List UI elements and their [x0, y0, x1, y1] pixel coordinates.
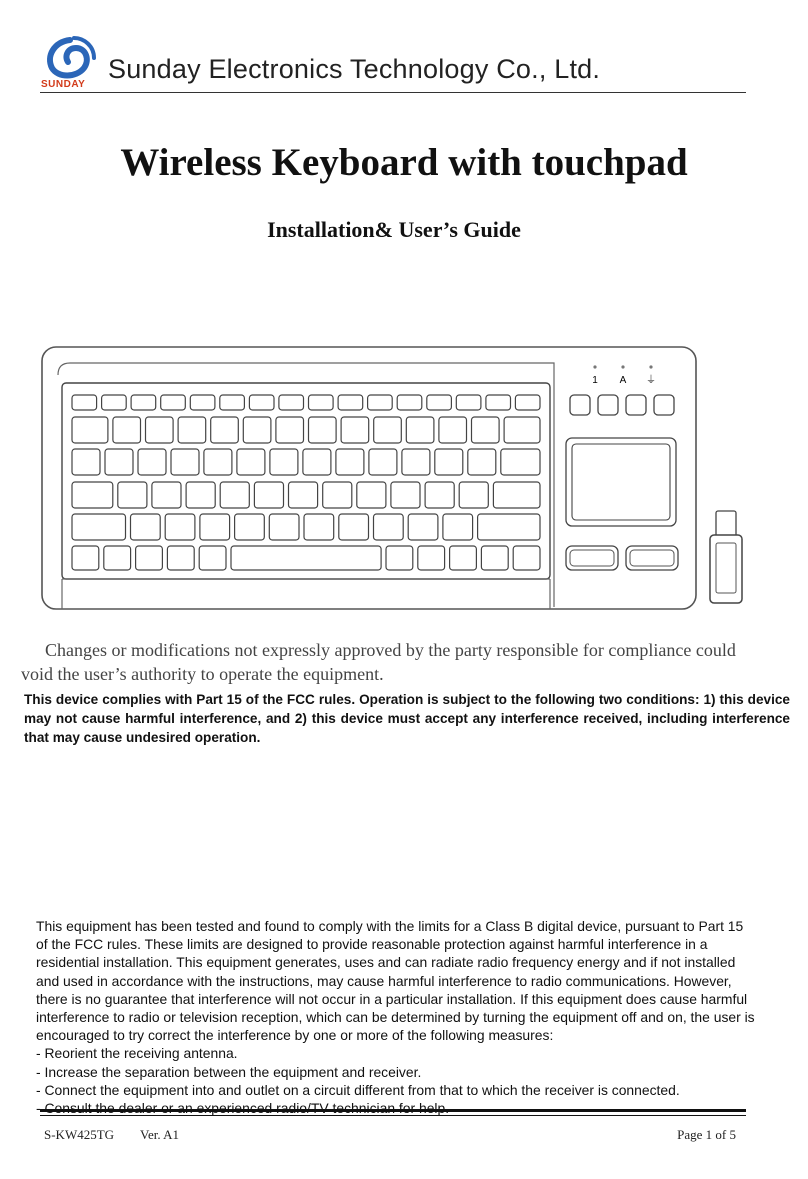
keyboard-key — [501, 449, 540, 475]
keyboard-key — [513, 546, 540, 570]
keyboard-key — [136, 546, 163, 570]
header-divider — [40, 92, 746, 93]
statement-line: - Reorient the receiving antenna. — [36, 1045, 238, 1062]
keyboard-key — [249, 395, 274, 410]
keyboard-key — [72, 514, 126, 540]
keyboard-key — [231, 546, 381, 570]
keyboard-key — [269, 514, 299, 540]
notice-line: Changes or modifications not expressly approved by the party responsible for compliance could — [45, 640, 736, 660]
statement-line: residential installation. This equipment generates, uses and can radiate radio frequency energy and if not installed — [36, 954, 736, 971]
keyboard-key — [237, 449, 265, 475]
keyboard-key — [515, 395, 540, 410]
keyboard-key — [165, 514, 195, 540]
keyboard-key — [102, 395, 127, 410]
keyboard-key — [468, 449, 496, 475]
keyboard-key — [338, 395, 363, 410]
class-b-statement — [36, 917, 792, 1117]
statement-line: of the FCC rules. These limits are designed to provide reasonable protection against harmful interference in a — [36, 936, 708, 953]
keyboard-key — [456, 395, 481, 410]
keyboard-key — [303, 449, 331, 475]
keyboard-key — [459, 482, 488, 508]
keyboard-key — [190, 395, 215, 410]
keyboard-key — [408, 514, 438, 540]
keyboard-key — [220, 482, 249, 508]
keyboard-key — [323, 482, 352, 508]
keyboard-key — [72, 417, 108, 443]
keyboard-key — [369, 449, 397, 475]
company-name: Sunday Electronics Technology Co., Ltd. — [108, 54, 601, 84]
keyboard-key — [167, 546, 194, 570]
keyboard-key — [386, 546, 413, 570]
keyboard-key — [171, 449, 199, 475]
keyboard-key — [478, 514, 540, 540]
keyboard-key — [204, 449, 232, 475]
statement-line: - Connect the equipment into and outlet on a circuit different from that to which the receiver is connected. — [36, 1081, 680, 1098]
indicator-label: 1 — [592, 375, 598, 386]
keyboard-key — [146, 417, 174, 443]
keyboard-key — [289, 482, 318, 508]
keyboard-key — [72, 449, 100, 475]
keyboard-key — [368, 395, 393, 410]
keyboard-key — [309, 417, 337, 443]
keyboard-key — [72, 482, 113, 508]
keyboard-key — [425, 482, 454, 508]
keyboard-key — [113, 417, 141, 443]
keyboard-key — [254, 482, 283, 508]
statement-line: - Increase the separation between the equipment and receiver. — [36, 1063, 422, 1080]
keyboard-key — [200, 514, 230, 540]
keyboard-key — [211, 417, 239, 443]
keyboard-key — [427, 395, 452, 410]
keyboard-key — [235, 514, 265, 540]
page-number: Page 1 of 5 — [677, 1127, 736, 1142]
keyboard-key — [220, 395, 245, 410]
keyboard-key — [186, 482, 215, 508]
footer-divider — [40, 1115, 746, 1116]
keyboard-key — [131, 395, 156, 410]
keyboard-key — [374, 514, 404, 540]
keyboard-key — [435, 449, 463, 475]
keyboard-key — [199, 546, 226, 570]
keyboard-key — [279, 395, 304, 410]
keyboard-key — [391, 482, 420, 508]
keyboard-key — [152, 482, 181, 508]
keyboard-key — [270, 449, 298, 475]
keyboard-key — [341, 417, 369, 443]
logo-text: SUNDAY — [41, 79, 86, 90]
keyboard-key — [336, 449, 364, 475]
keyboard-key — [397, 395, 422, 410]
modification-notice — [21, 638, 761, 686]
keyboard-key — [439, 417, 467, 443]
keyboard-key — [504, 417, 540, 443]
statement-line: interference to radio or television reception, which can be determined by turning the equipment off and on, the user is — [36, 1009, 755, 1026]
keyboard-key — [105, 449, 133, 475]
statement-line: - Consult the dealer or an experienced radio/TV technician for help. — [36, 1100, 450, 1117]
keyboard-illustration — [38, 343, 758, 613]
statement-line: there is no guarantee that interference will not occur in a particular installation. If this equipment does cause harmful — [36, 990, 748, 1007]
company-logo — [40, 36, 102, 94]
indicator-label: ⏚ — [646, 375, 656, 386]
keyboard-key — [418, 546, 445, 570]
notice-line: void the user’s authority to operate the equipment. — [21, 664, 384, 684]
keyboard-key — [276, 417, 304, 443]
keyboard-key — [357, 482, 386, 508]
keyboard-key — [339, 514, 369, 540]
keyboard-key — [309, 395, 334, 410]
keyboard-key — [72, 546, 99, 570]
keyboard-key — [304, 514, 334, 540]
keyboard-key — [486, 395, 511, 410]
keyboard-key — [131, 514, 161, 540]
keyboard-key — [104, 546, 131, 570]
document-id: S-KW425TG — [44, 1127, 115, 1142]
document-subtitle: Installation& User’s Guide — [267, 217, 521, 242]
swirl-logo-icon — [40, 36, 102, 80]
footer-divider — [40, 1109, 746, 1112]
keyboard-key — [481, 546, 508, 570]
keyboard-key — [402, 449, 430, 475]
statement-line: and used in accordance with the instructions, may cause harmful interference to radio communications. However, — [36, 972, 732, 989]
keyboard-key — [493, 482, 540, 508]
keyboard-key — [406, 417, 434, 443]
keyboard-key — [161, 395, 186, 410]
keyboard-key — [472, 417, 500, 443]
keyboard-key — [72, 395, 97, 410]
keyboard-key — [118, 482, 147, 508]
keyboard-key — [178, 417, 206, 443]
indicator-label: A — [619, 375, 627, 386]
document-title: Wireless Keyboard with touchpad — [120, 141, 688, 184]
keyboard-key — [243, 417, 271, 443]
usb-receiver-icon — [710, 511, 742, 603]
keyboard-key — [374, 417, 402, 443]
document-version: Ver. A1 — [140, 1127, 179, 1142]
statement-line: encouraged to try correct the interference by one or more of the following measures: — [36, 1027, 554, 1044]
keyboard-key — [443, 514, 473, 540]
fcc-compliance-statement: This device complies with Part 15 of the FCC rules. Operation is subject to the following two conditions: 1) this device may not cause harmful interference, and 2) this device must accept any interference received, including interference that may cause undesired operation. — [24, 692, 790, 745]
keyboard-key — [450, 546, 477, 570]
statement-line: This equipment has been tested and found to comply with the limits for a Class B digital device, pursuant to Part 15 — [36, 918, 744, 934]
keyboard-key — [138, 449, 166, 475]
